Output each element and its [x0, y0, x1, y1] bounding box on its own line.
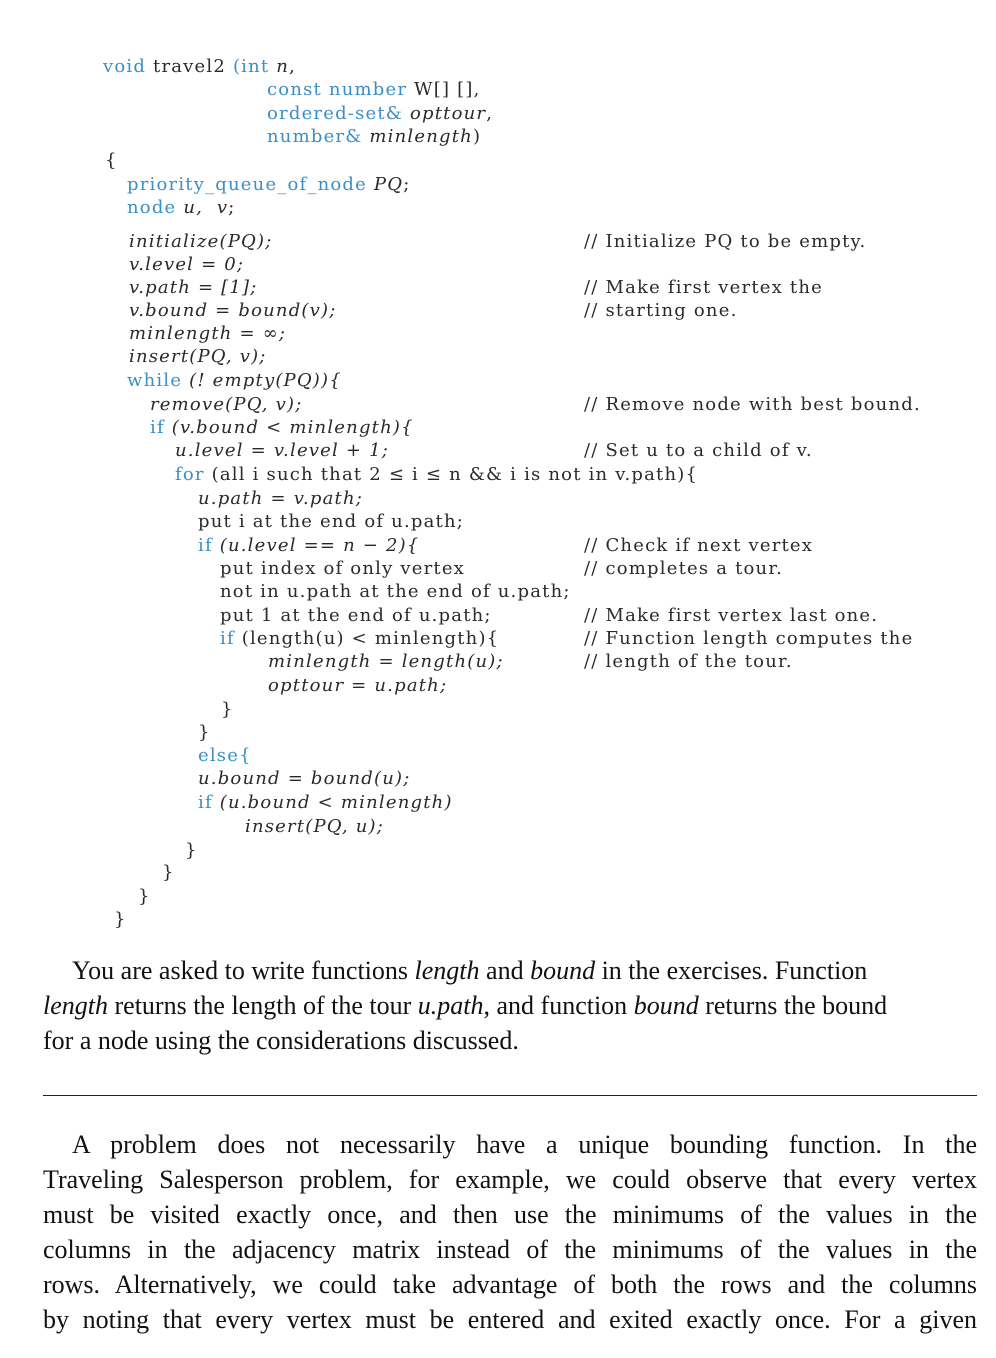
code-close-brace: }	[221, 699, 234, 720]
code-line: put index of only vertex	[220, 558, 466, 579]
code-close-brace: }	[185, 840, 198, 861]
code-comment: // length of the tour.	[584, 651, 793, 672]
paragraph-bounding-function	[43, 1127, 977, 1337]
code-line: v.path = [1];	[129, 277, 258, 298]
code-line-signature: void travel2 (int n,	[103, 56, 296, 77]
code-line-if: if (v.bound < minlength){	[150, 417, 414, 438]
code-line: minlength = length(u);	[268, 651, 504, 672]
code-line: opttour = u.path;	[268, 675, 448, 696]
code-line: v.level = 0;	[129, 254, 245, 275]
code-comment: // Make first vertex the	[584, 277, 823, 298]
code-line-param-minlength: number& minlength)	[267, 126, 482, 147]
code-line-for: for (all i such that 2 ≤ i ≤ n && i is not in v.path){	[175, 464, 699, 485]
code-comment: // starting one.	[584, 300, 738, 321]
code-line: minlength = ∞;	[129, 323, 287, 344]
code-line: u.bound = bound(u);	[198, 768, 411, 789]
code-line: put 1 at the end of u.path;	[220, 605, 492, 626]
paragraph-line: You are asked to write functions length and bound in the exercises. Function	[72, 956, 868, 985]
code-line-else: else{	[198, 745, 252, 766]
code-line: v.bound = bound(v);	[129, 300, 337, 321]
code-line-if: if (u.level == n − 2){	[198, 535, 420, 556]
code-comment: // Make first vertex last one.	[584, 605, 879, 626]
code-comment: // Check if next vertex	[584, 535, 814, 556]
paragraph-line: Traveling Salesperson problem, for example, we could observe that every vertex	[43, 1165, 977, 1194]
code-comment: // Remove node with best bound.	[584, 394, 921, 415]
code-line-decl-node: node u, v;	[127, 197, 236, 218]
code-line-param-w: const number W[] [],	[267, 79, 481, 100]
code-line-param-opttour: ordered-set& opttour,	[267, 103, 494, 124]
code-line: insert(PQ, v);	[129, 346, 267, 367]
paragraph-line: rows. Alternatively, we could take advantage of both the rows and the columns	[43, 1270, 977, 1299]
code-line: u.level = v.level + 1;	[175, 440, 390, 461]
code-line: insert(PQ, u);	[245, 816, 384, 837]
code-close-brace: }	[198, 722, 211, 743]
paragraph-functions	[43, 953, 977, 1058]
code-line: remove(PQ, v);	[150, 394, 303, 415]
code-comment: // Initialize PQ to be empty.	[584, 231, 867, 252]
paragraph-line: A problem does not necessarily have a unique bounding function. In the	[72, 1130, 977, 1159]
code-comment: // Function length computes the	[584, 628, 914, 649]
code-line-decl-pq: priority_queue_of_node PQ;	[127, 174, 411, 195]
paragraph-line: columns in the adjacency matrix instead of the minimums of the values in the	[43, 1235, 977, 1264]
paragraph-line: by noting that every vertex must be entered and exited exactly once. For a given	[43, 1305, 977, 1334]
code-close-brace: }	[162, 862, 175, 883]
code-line: put i at the end of u.path;	[198, 511, 465, 532]
code-comment: // Set u to a child of v.	[584, 440, 813, 461]
code-line: initialize(PQ);	[129, 231, 273, 252]
code-close-brace: }	[138, 886, 151, 907]
code-line-if: if (u.bound < minlength)	[198, 792, 453, 813]
code-comment: // completes a tour.	[584, 558, 784, 579]
code-line-while: while (! empty(PQ)){	[127, 370, 342, 391]
paragraph-line: for a node using the considerations discussed.	[43, 1026, 519, 1055]
code-line-if: if (length(u) < minlength){	[220, 628, 500, 649]
code-open-brace: {	[105, 150, 118, 171]
code-line: u.path = v.path;	[198, 488, 364, 509]
code-close-brace: }	[114, 909, 127, 930]
section-divider	[43, 1095, 977, 1096]
paragraph-line: length returns the length of the tour u.path, and function bound returns the bound	[43, 991, 888, 1020]
paragraph-line: must be visited exactly once, and then use the minimums of the values in the	[43, 1200, 977, 1229]
code-line: not in u.path at the end of u.path;	[220, 581, 571, 602]
